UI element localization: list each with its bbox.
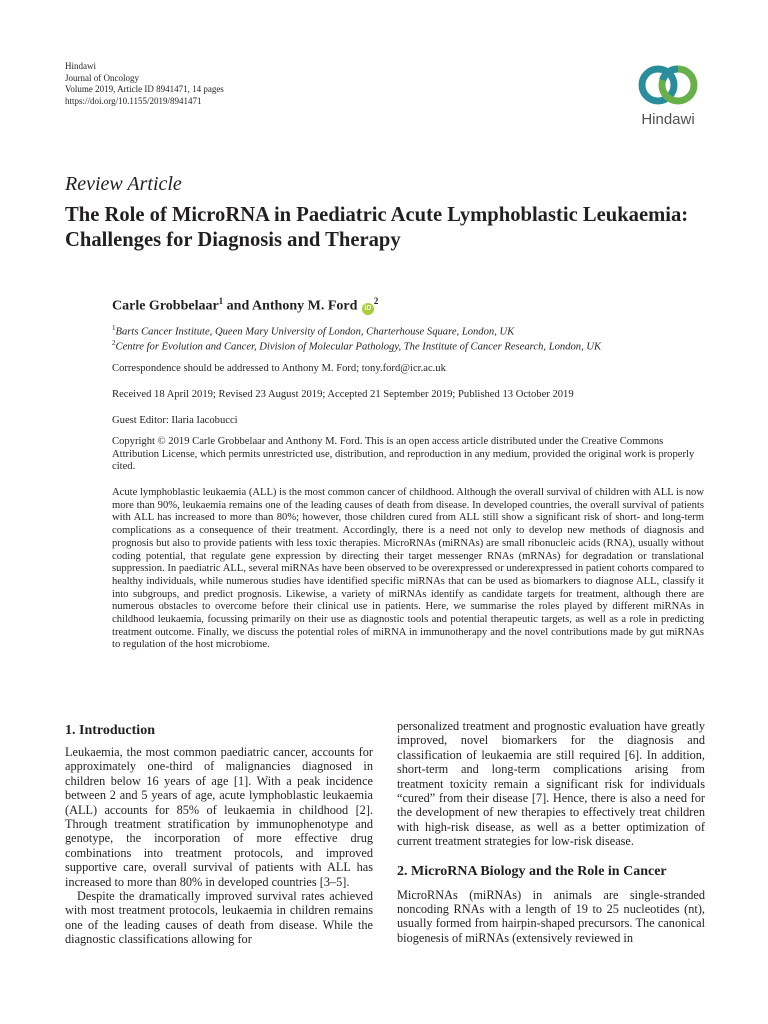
article-title: The Role of MicroRNA in Paediatric Acute Lymphoblastic Leukaemia: Challenges for Diagnosis and Therapy <box>65 204 689 251</box>
doi-link[interactable]: https://doi.org/10.1155/2019/8941471 <box>65 95 202 106</box>
section-2-heading: 2. MicroRNA Biology and the Role in Cancer <box>397 863 667 879</box>
journal-meta <box>65 61 224 107</box>
author-1-affiliation-mark: 1 <box>218 296 224 306</box>
affiliation-2-text: Centre for Evolution and Cancer, Division of Molecular Pathology, The Institute of Cancer Research, London, UK <box>115 341 602 353</box>
author-2-affiliation-mark: 2 <box>373 296 379 306</box>
section-1-paragraph-1: Leukaemia, the most common paediatric cancer, accounts for approximately one-third of malignancies diagnosed in children below 16 years of age [1]. With a peak incidence between 2 and 5 years of age, acute lymphoblastic leukaemia (ALL) accounts for 85% of leukaemia in childhood [2]. Through treatment stratification by immunophenotype and genotype, the incorporation of more effective drug combinations into treatment protocols, and improved supportive care, overall survival of patients with ALL has increased to more than 80% in developed countries [3–5]. <box>65 745 373 889</box>
author-conjunction: and <box>223 298 252 314</box>
article-type: Review Article <box>65 173 182 195</box>
orcid-icon[interactable]: iD <box>362 303 374 315</box>
publisher-name: Hindawi <box>65 61 96 71</box>
author-1: Carle Grobbelaar <box>112 298 219 314</box>
body-column-left <box>65 722 373 947</box>
affiliation-2-mark: 2 <box>112 339 116 347</box>
affiliation-2 <box>112 337 601 354</box>
guest-editor: Guest Editor: Ilaria Iacobucci <box>112 415 238 426</box>
section-2-paragraph-1: MicroRNAs (miRNAs) in animals are single-stranded noncoding RNAs with a length of 19 to 25 nucleotides (nt), usually formed from hairpin-shaped precursors. The canonical biogenesis of miRNAs (extensively reviewed in <box>397 887 705 945</box>
copyright-notice: Copyright © 2019 Carle Grobbelaar and Anthony M. Ford. This is an open access article distributed under the Creative Commons Attribution License, which permits unrestricted use, distribution, and reproduction in any medium, provided the original work is properly cited. <box>112 436 695 473</box>
journal-name: Journal of Oncology <box>65 72 139 83</box>
volume-line: Volume 2019, Article ID 8941471, 14 pages <box>65 84 224 95</box>
section-1-paragraph-2-continued: personalized treatment and prognostic evaluation have greatly improved, novel biomarkers for the diagnosis and classification of leukaemia are still required [6]. In addition, short-term and long-term complications arising from treatment toxicity remain a significant risk for individuals “cured” from their disease [7]. Hence, there is also a need for the development of new therapies to effectively treat children with high-risk disease, as well as a better optimization of current treatment strategies for low-risk disease. <box>397 719 705 849</box>
body-column-right <box>397 719 705 945</box>
section-1-paragraph-2: Despite the dramatically improved survival rates achieved with most treatment protocols, leukaemia in children remains one of the leading causes of death from disease. While the diagnostic classifications allowing for <box>65 889 373 947</box>
section-1-heading: 1. Introduction <box>65 723 155 738</box>
correspondence: Correspondence should be addressed to Anthony M. Ford; tony.ford@icr.ac.uk <box>112 363 446 374</box>
hindawi-rings-icon <box>634 62 702 108</box>
affiliation-1-text: Barts Cancer Institute, Queen Mary University of London, Charterhouse Square, London, UK <box>115 326 515 338</box>
hindawi-logo <box>630 62 706 130</box>
abstract: Acute lymphoblastic leukaemia (ALL) is the most common cancer of childhood. Although the overall survival of children with ALL is now more than 90%, leukaemia remains one of the leading causes of death from disease. In developed countries, the overall survival of patients with ALL has increased to more than 80%; however, those children cured from ALL still show a significant risk of short- and long-term complications as a consequence of their treatment. Accordingly, there is a need not only to develop new methods of diagnosis and prognosis but also to provide patients with less toxic therapies. MicroRNAs (miRNAs) are small ribonucleic acids (RNA), usually without coding potential, that regulate gene expression by directing their target messenger RNAs (mRNAs) for degradation or translational suppression. In paediatric ALL, several miRNAs have been observed to be overexpressed or underexpressed in patient cohorts compared to healthy individuals, while numerous studies have identified specific miRNAs that can be used as biomarkers to diagnose ALL, classify it into subgroups, and predict prognosis. Likewise, a variety of miRNAs identify as candidate targets for treatment, although there are numerous obstacles to overcome before their clinical use in patients. Here, we summarise the roles played by different miRNAs in childhood leukaemia, focussing primarily on their use as diagnostic tools and potential therapeutic targets, as well as a role in predicting treatment outcome. Finally, we discuss the potential roles of miRNA in immunotherapy and the novel contributions made by gut miRNAs to regulation of the host microbiome. <box>112 487 704 651</box>
logo-wordmark: Hindawi <box>641 111 695 128</box>
author-2: Anthony M. Ford <box>251 298 358 314</box>
author-line <box>112 293 378 315</box>
publication-dates: Received 18 April 2019; Revised 23 August 2019; Accepted 21 September 2019; Published 13 October 2019 <box>112 389 574 400</box>
affiliation-1-mark: 1 <box>112 324 116 332</box>
